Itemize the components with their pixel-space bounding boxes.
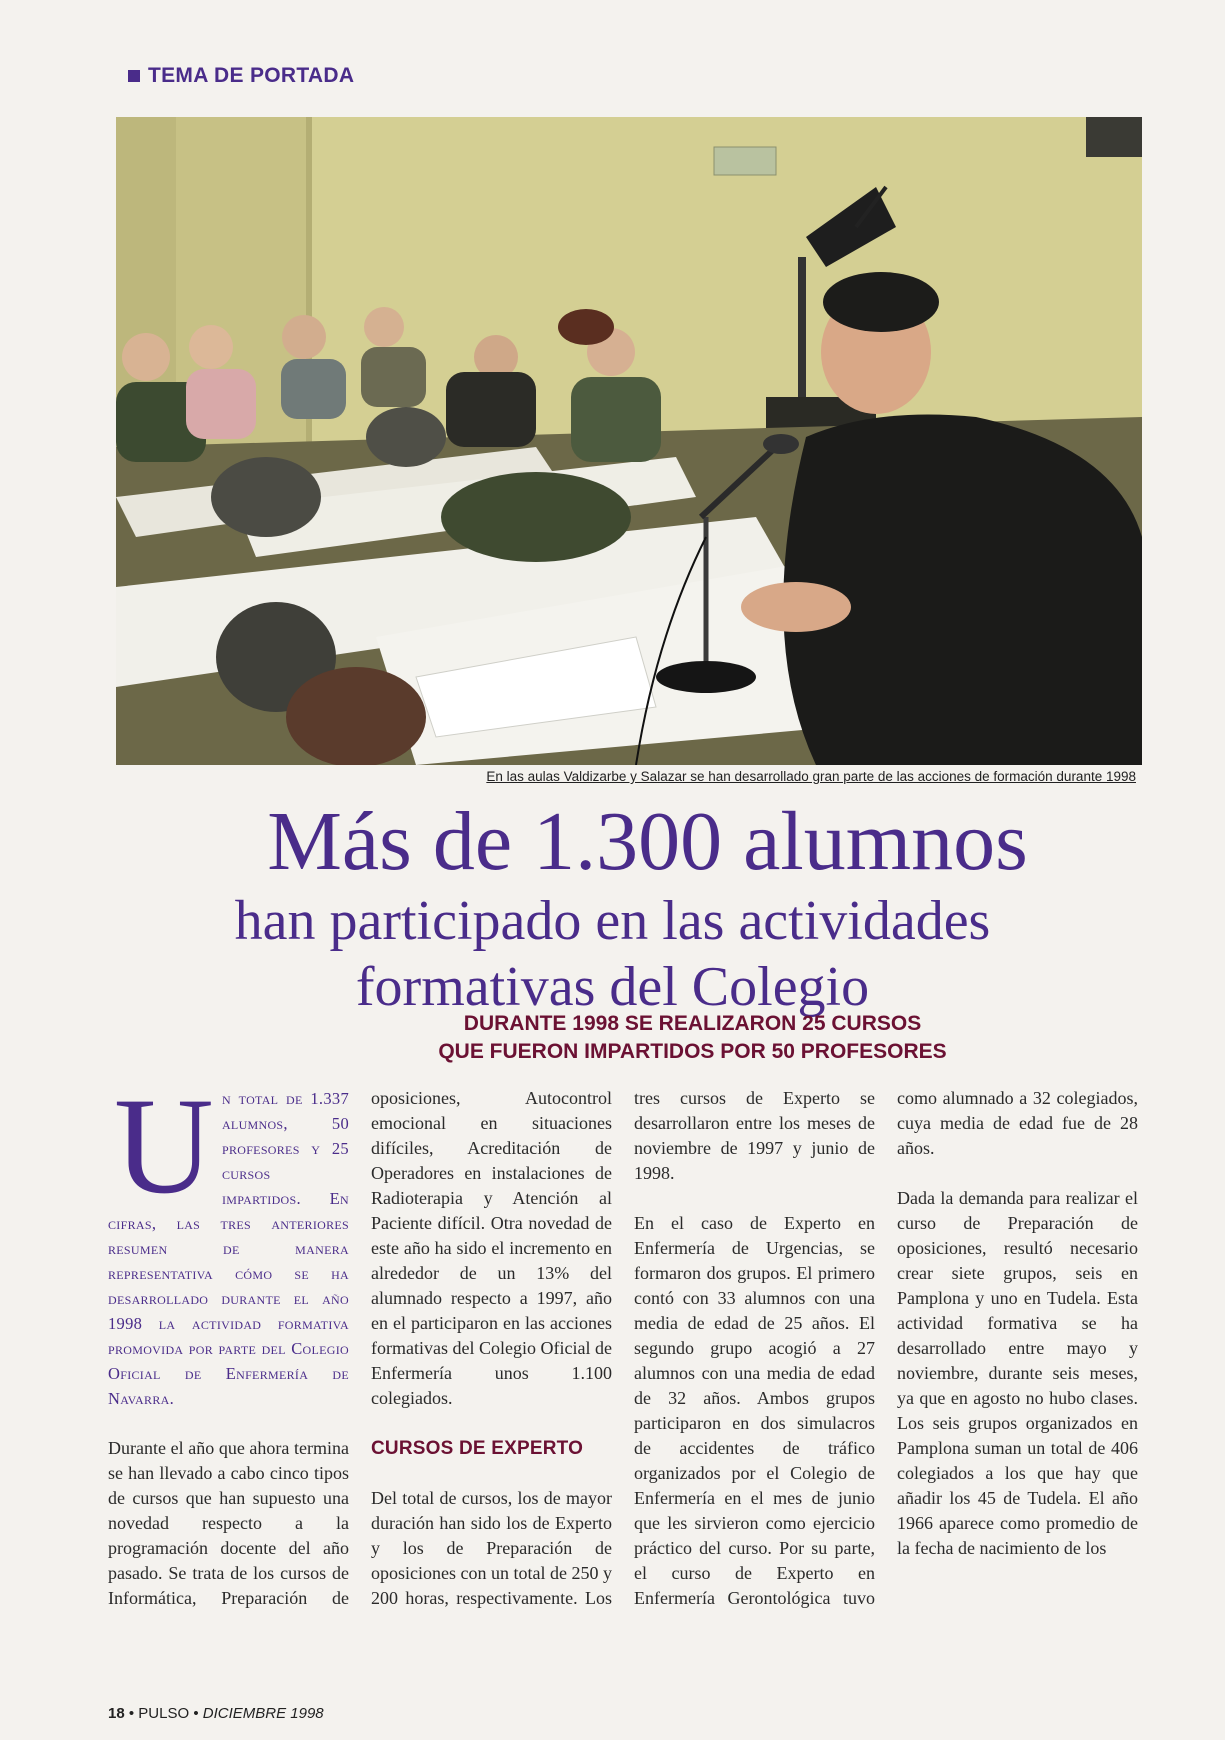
dropcap-flow: U [114, 1069, 214, 1222]
headline [0, 796, 1225, 1020]
section-label: TEMA DE PORTADA [148, 64, 355, 87]
lead-text-flow: n total de 1.337 alumnos, 50 profesores y 25 cursos impartidos. En cifras, las tres anteriores resumen de manera representativa cómo se ha desarrollado durante el año 1998 la actividad formativa promovida por parte del Colegio Oficial de Enfermería de Navarra. [108, 1089, 349, 1408]
headline-line-3: formativas del Colegio [355, 956, 870, 1018]
section-tag [128, 64, 354, 88]
headline-line-2: han participado en las actividades [234, 890, 991, 952]
headline-line-1: Más de 1.300 alumnos [267, 795, 1028, 888]
footer-separator-2: • [193, 1705, 199, 1722]
section-square-icon [128, 70, 140, 82]
footer-separator-1: • [128, 1705, 135, 1722]
classroom-illustration [116, 117, 1142, 765]
paragraph-1: Durante el año que ahora termina se han llevado a cabo cinco tipos de cursos que han supuesto una novedad respecto a la programación docente del año pasado. Se trata de los cursos de Informática, Preparación de oposiciones, Autocontrol emocional en situaciones difíciles, Acreditación de Operadores en instalaciones de Radioterapia y Atención al Paciente difícil. Otra novedad de este año ha sido el incremento en alrededor de un 13% del alumnado respecto a 1997, año en el participaron en las acciones formativas del Colegio Oficial de Enfermería unos 1.100 colegiados. [108, 1088, 612, 1608]
deck-line-1: DURANTE 1998 SE REALIZARON 25 CURSOS [463, 1012, 922, 1035]
magazine-name: PULSO [138, 1705, 190, 1722]
page-footer [108, 1705, 324, 1722]
subhead-cursos-experto: CURSOS DE EXPERTO [371, 1438, 584, 1459]
photo-caption: En las aulas Valdizarbe y Salazar se han desarrollado gran parte de las acciones de formación durante 1998 [486, 769, 1136, 784]
classroom-photo [116, 117, 1142, 765]
paragraph-3: En el caso de Experto en Enfermería de Urgencias, se formaron dos grupos. El primero contó con 33 alumnos con una media de edad de 25 años. El segundo grupo acogió a 27 alumnos con una media de edad de 32 años. Ambos grupos participaron en dos simulacros de accidentes de tráfico organizados por el Colegio de Enfermería en el mes de junio que les sirvieron como ejercicio práctico del curso. Por su parte, el curso de Experto en Enfermería Gerontológica tuvo como alumnado a 32 colegiados, cuya media de edad fue de 28 años. [634, 1088, 1138, 1608]
paragraph-2: Del total de cursos, los de mayor duración han sido los de Experto y los de Preparación de oposiciones con un total de 250 y 200 horas, respectivamente. Los tres cursos de Experto se desarrollaron entre los meses de noviembre de 1997 y junio de 1998. [371, 1088, 875, 1608]
article-body [108, 1069, 1138, 1686]
issue-date: DICIEMBRE 1998 [202, 1705, 324, 1722]
paragraph-4: Dada la demanda para realizar el curso de Preparación de oposiciones, resultó necesario crear siete grupos, seis en Pamplona y uno en Tudela. Esta actividad formativa se ha desarrollado entre mayo y noviembre, durante seis meses, ya que en agosto no hubo clases. Los seis grupos organizados en Pamplona suman un total de 406 colegiados a los que hay que añadir los 45 de Tudela. El año 1966 aparece como promedio de la fecha de nacimiento de los [897, 1188, 1138, 1558]
page-number: 18 [108, 1705, 125, 1722]
deck-line-2: QUE FUERON IMPARTIDOS POR 50 PROFESORES [438, 1040, 947, 1063]
article-lead-flow [108, 1069, 349, 1411]
deck [80, 1010, 1225, 1066]
